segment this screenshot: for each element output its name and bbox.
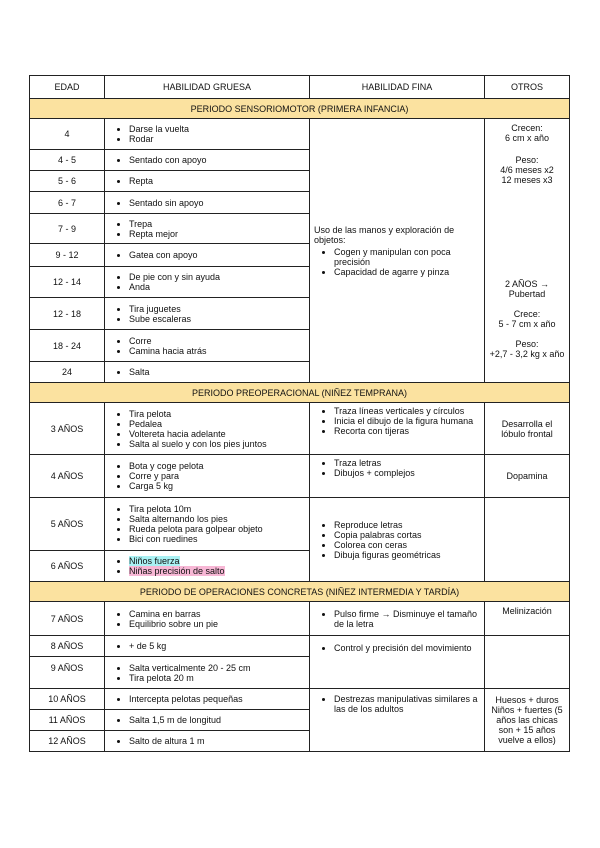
list-item: • Inicia el dibujo de la figura humana xyxy=(334,416,480,426)
list-item: • Salta alternando los pies xyxy=(129,514,305,524)
list-item: • Tira pelota 10m xyxy=(129,504,305,514)
period-title: PERIODO SENSORIOMOTOR (PRIMERA INFANCIA) xyxy=(30,99,570,119)
gruesa-cell xyxy=(105,119,310,150)
age-cell: 11 AÑOS xyxy=(30,710,105,731)
age-cell: 7 AÑOS xyxy=(30,602,105,636)
otros-peso2-value: +2,7 - 3,2 kg x año xyxy=(489,349,565,359)
otros-cell xyxy=(485,636,570,689)
age-cell: 3 AÑOS xyxy=(30,403,105,455)
list-item: • Sube escaleras xyxy=(129,314,305,324)
otros-pubertad: Pubertad xyxy=(508,289,546,299)
table-row xyxy=(30,119,570,150)
otros-cell: Dopamina xyxy=(485,455,570,498)
otros-cell-sensoriomotor xyxy=(485,119,570,383)
otros-crecen: Crecen: xyxy=(511,123,543,133)
gruesa-cell xyxy=(105,731,310,752)
age-cell: 5 AÑOS xyxy=(30,498,105,551)
highlighted-text: Niños fuerza xyxy=(129,556,180,566)
list-item: • Bici con ruedines xyxy=(129,534,305,544)
gruesa-cell xyxy=(105,710,310,731)
age-cell: 4 AÑOS xyxy=(30,455,105,498)
age-cell: 12 - 14 xyxy=(30,267,105,298)
otros-peso-2: 12 meses x3 xyxy=(501,175,553,185)
gruesa-cell xyxy=(105,330,310,362)
period-title: PERIODO DE OPERACIONES CONCRETAS (NIÑEZ INTERMEDIA Y TARDÍA) xyxy=(30,582,570,602)
otros-anos: 2 AÑOS → xyxy=(504,279,549,289)
gruesa-cell xyxy=(105,403,310,455)
fina-intro: Uso de las manos y exploración de objetos: xyxy=(314,224,455,245)
table-row xyxy=(30,689,570,710)
table-row xyxy=(30,498,570,551)
highlighted-text: Niñas precisión de salto xyxy=(129,566,225,576)
age-cell: 4 xyxy=(30,119,105,150)
age-cell: 9 AÑOS xyxy=(30,657,105,689)
otros-cell: Huesos + duros Niños + fuertes (5 años las chicas son + 15 años vuelve a ellos) xyxy=(485,689,570,752)
gruesa-cell xyxy=(105,214,310,244)
list-item: • Salta verticalmente 20 - 25 cm xyxy=(129,663,305,673)
gruesa-cell xyxy=(105,498,310,551)
list-item: • Sentado con apoyo xyxy=(129,155,305,165)
list-item: • Traza letras xyxy=(334,458,480,468)
list-item: • Pedalea xyxy=(129,419,305,429)
list-item: • Salta 1,5 m de longitud xyxy=(129,715,305,725)
gruesa-cell xyxy=(105,244,310,267)
list-item: • Pulso firme → Disminuye el tamaño de la letra xyxy=(334,609,480,629)
age-cell: 5 - 6 xyxy=(30,171,105,192)
header-habilidad-gruesa: HABILIDAD GRUESA xyxy=(105,76,310,99)
header-row xyxy=(30,76,570,99)
list-item: • Bota y coge pelota xyxy=(129,461,305,471)
list-item: • Dibuja figuras geométricas xyxy=(334,550,480,560)
list-item: • Rueda pelota para golpear objeto xyxy=(129,524,305,534)
development-table xyxy=(29,75,570,752)
header-habilidad-fina: HABILIDAD FINA xyxy=(310,76,485,99)
list-item: • Cogen y manipulan con poca precisión xyxy=(334,247,480,267)
list-item: • Anda xyxy=(129,282,305,292)
list-item: • Dibujos + complejos xyxy=(334,468,480,478)
gruesa-cell xyxy=(105,636,310,657)
age-cell: 9 - 12 xyxy=(30,244,105,267)
age-cell: 12 AÑOS xyxy=(30,731,105,752)
period-sensoriomotor xyxy=(30,99,570,119)
header-otros: OTROS xyxy=(485,76,570,99)
fina-cell xyxy=(310,403,485,455)
age-cell: 4 - 5 xyxy=(30,150,105,171)
fina-cell xyxy=(310,636,485,689)
list-item: • Destrezas manipulativas similares a las de los adultos xyxy=(334,694,480,714)
gruesa-cell xyxy=(105,602,310,636)
list-item: • Capacidad de agarre y pinza xyxy=(334,267,480,277)
age-cell: 6 AÑOS xyxy=(30,551,105,582)
list-item: • De pie con y sin ayuda xyxy=(129,272,305,282)
gruesa-cell xyxy=(105,657,310,689)
list-item: • Reproduce letras xyxy=(334,520,480,530)
list-item: • + de 5 kg xyxy=(129,641,305,651)
period-concretas xyxy=(30,582,570,602)
otros-peso-1: 4/6 meses x2 xyxy=(500,165,554,175)
gruesa-cell xyxy=(105,689,310,710)
age-cell: 18 - 24 xyxy=(30,330,105,362)
list-item: • Copia palabras cortas xyxy=(334,530,480,540)
age-cell: 8 AÑOS xyxy=(30,636,105,657)
header-edad: EDAD xyxy=(30,76,105,99)
age-cell: 12 - 18 xyxy=(30,298,105,330)
list-item: • Colorea con ceras xyxy=(334,540,480,550)
list-item: • Gatea con apoyo xyxy=(129,250,305,260)
period-preoperacional xyxy=(30,383,570,403)
otros-peso: Peso: xyxy=(515,155,539,165)
list-item: • Camina hacia atrás xyxy=(129,346,305,356)
list-item: • Control y precisión del movimiento xyxy=(334,643,480,653)
otros-crece: Crece: xyxy=(513,309,541,319)
list-item: • Carga 5 kg xyxy=(129,481,305,491)
otros-cell xyxy=(485,498,570,582)
otros-crecen-value: 6 cm x año xyxy=(504,133,550,143)
table-row xyxy=(30,636,570,657)
fina-cell-sensoriomotor xyxy=(310,119,485,383)
list-item: • Traza líneas verticales y círculos xyxy=(334,406,480,416)
list-item xyxy=(129,566,305,576)
list-item: • Recorta con tijeras xyxy=(334,426,480,436)
gruesa-cell xyxy=(105,362,310,383)
list-item: • Salto de altura 1 m xyxy=(129,736,305,746)
table-row xyxy=(30,602,570,636)
fina-cell xyxy=(310,689,485,752)
list-item: • Camina en barras xyxy=(129,609,305,619)
list-item: • Tira pelota xyxy=(129,409,305,419)
age-cell: 7 - 9 xyxy=(30,214,105,244)
gruesa-cell xyxy=(105,298,310,330)
list-item: • Sentado sin apoyo xyxy=(129,198,305,208)
list-item: • Tira juguetes xyxy=(129,304,305,314)
gruesa-cell xyxy=(105,150,310,171)
list-item: • Corre xyxy=(129,336,305,346)
otros-cell: Desarrolla el lóbulo frontal xyxy=(485,403,570,455)
list-item: • Rodar xyxy=(129,134,305,144)
otros-cell: Melinización xyxy=(485,602,570,636)
list-item: • Repta mejor xyxy=(129,229,305,239)
table-row xyxy=(30,455,570,498)
list-item: • Darse la vuelta xyxy=(129,124,305,134)
age-cell: 6 - 7 xyxy=(30,192,105,214)
table-row xyxy=(30,403,570,455)
list-item: • Tira pelota 20 m xyxy=(129,673,305,683)
gruesa-cell xyxy=(105,551,310,582)
gruesa-cell xyxy=(105,192,310,214)
list-item: • Corre y para xyxy=(129,471,305,481)
fina-cell xyxy=(310,498,485,582)
list-item: • Intercepta pelotas pequeñas xyxy=(129,694,305,704)
age-cell: 10 AÑOS xyxy=(30,689,105,710)
otros-peso2: Peso: xyxy=(515,339,539,349)
list-item: • Repta xyxy=(129,176,305,186)
list-item: • Equilibrio sobre un pie xyxy=(129,619,305,629)
otros-crece-value: 5 - 7 cm x año xyxy=(498,319,556,329)
gruesa-cell xyxy=(105,455,310,498)
fina-cell xyxy=(310,455,485,498)
period-title: PERIODO PREOPERACIONAL (NIÑEZ TEMPRANA) xyxy=(30,383,570,403)
list-item: • Salta xyxy=(129,367,305,377)
fina-cell xyxy=(310,602,485,636)
list-item xyxy=(129,556,305,566)
gruesa-cell xyxy=(105,171,310,192)
list-item: • Voltereta hacia adelante xyxy=(129,429,305,439)
gruesa-cell xyxy=(105,267,310,298)
list-item: • Salta al suelo y con los pies juntos xyxy=(129,439,305,449)
list-item: • Trepa xyxy=(129,219,305,229)
age-cell: 24 xyxy=(30,362,105,383)
